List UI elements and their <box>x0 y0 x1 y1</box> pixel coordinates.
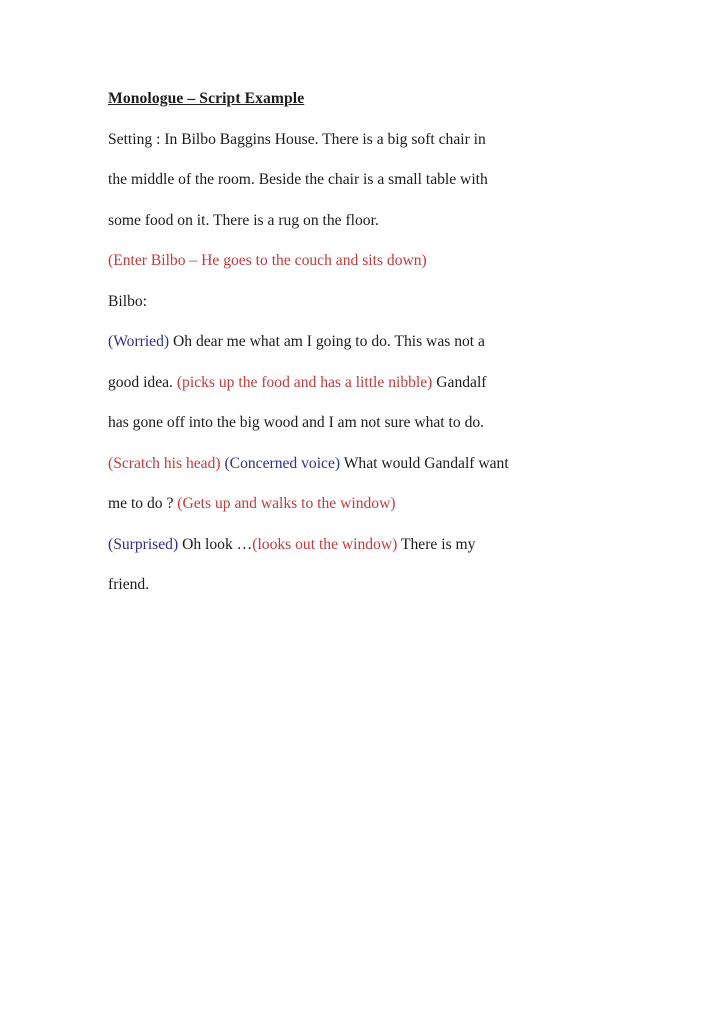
monologue-line-3: has gone off into the big wood and I am not sure what to do. <box>108 414 485 431</box>
tone-direction: (Concerned voice) <box>220 454 341 472</box>
dialogue-text: me to do ? <box>108 495 174 512</box>
stage-direction: (picks up the food and has a little nibble) <box>172 373 433 391</box>
stage-direction: (Gets up and walks to the window) <box>173 495 396 512</box>
setting-line-1: Setting : In Bilbo Baggins House. There is a big soft chair in <box>108 130 486 148</box>
monologue-line-5 <box>108 489 628 530</box>
monologue-line-7: friend. <box>108 576 150 593</box>
tone-direction: (Surprised) <box>108 535 179 553</box>
speaker-name: Bilbo: <box>108 292 147 310</box>
monologue-line-6 <box>108 530 628 571</box>
setting-line-3: some food on it. There is a rug on the floor. <box>108 211 379 229</box>
dialogue-text: There is my <box>397 535 476 553</box>
monologue-line-1 <box>108 327 628 368</box>
dialogue-text: Oh dear me what am I going to do. This was not a <box>169 333 485 350</box>
monologue-line-4 <box>108 449 628 490</box>
dialogue-text: Gandalf <box>432 373 487 391</box>
enter-stage-direction: (Enter Bilbo – He goes to the couch and sits down) <box>108 252 427 269</box>
dialogue-text: Oh look … <box>178 535 253 553</box>
stage-direction: (looks out the window) <box>252 535 398 553</box>
stage-direction: (Scratch his head) <box>108 454 221 472</box>
setting-line-2: the middle of the room. Beside the chair is a small table with <box>108 171 488 188</box>
dialogue-text: good idea. <box>108 373 173 391</box>
monologue-line-2 <box>108 368 628 409</box>
script-body <box>108 84 628 611</box>
dialogue-text: What would Gandalf want <box>340 454 509 472</box>
page-title: Monologue – Script Example <box>108 90 305 107</box>
tone-direction: (Worried) <box>108 333 170 350</box>
